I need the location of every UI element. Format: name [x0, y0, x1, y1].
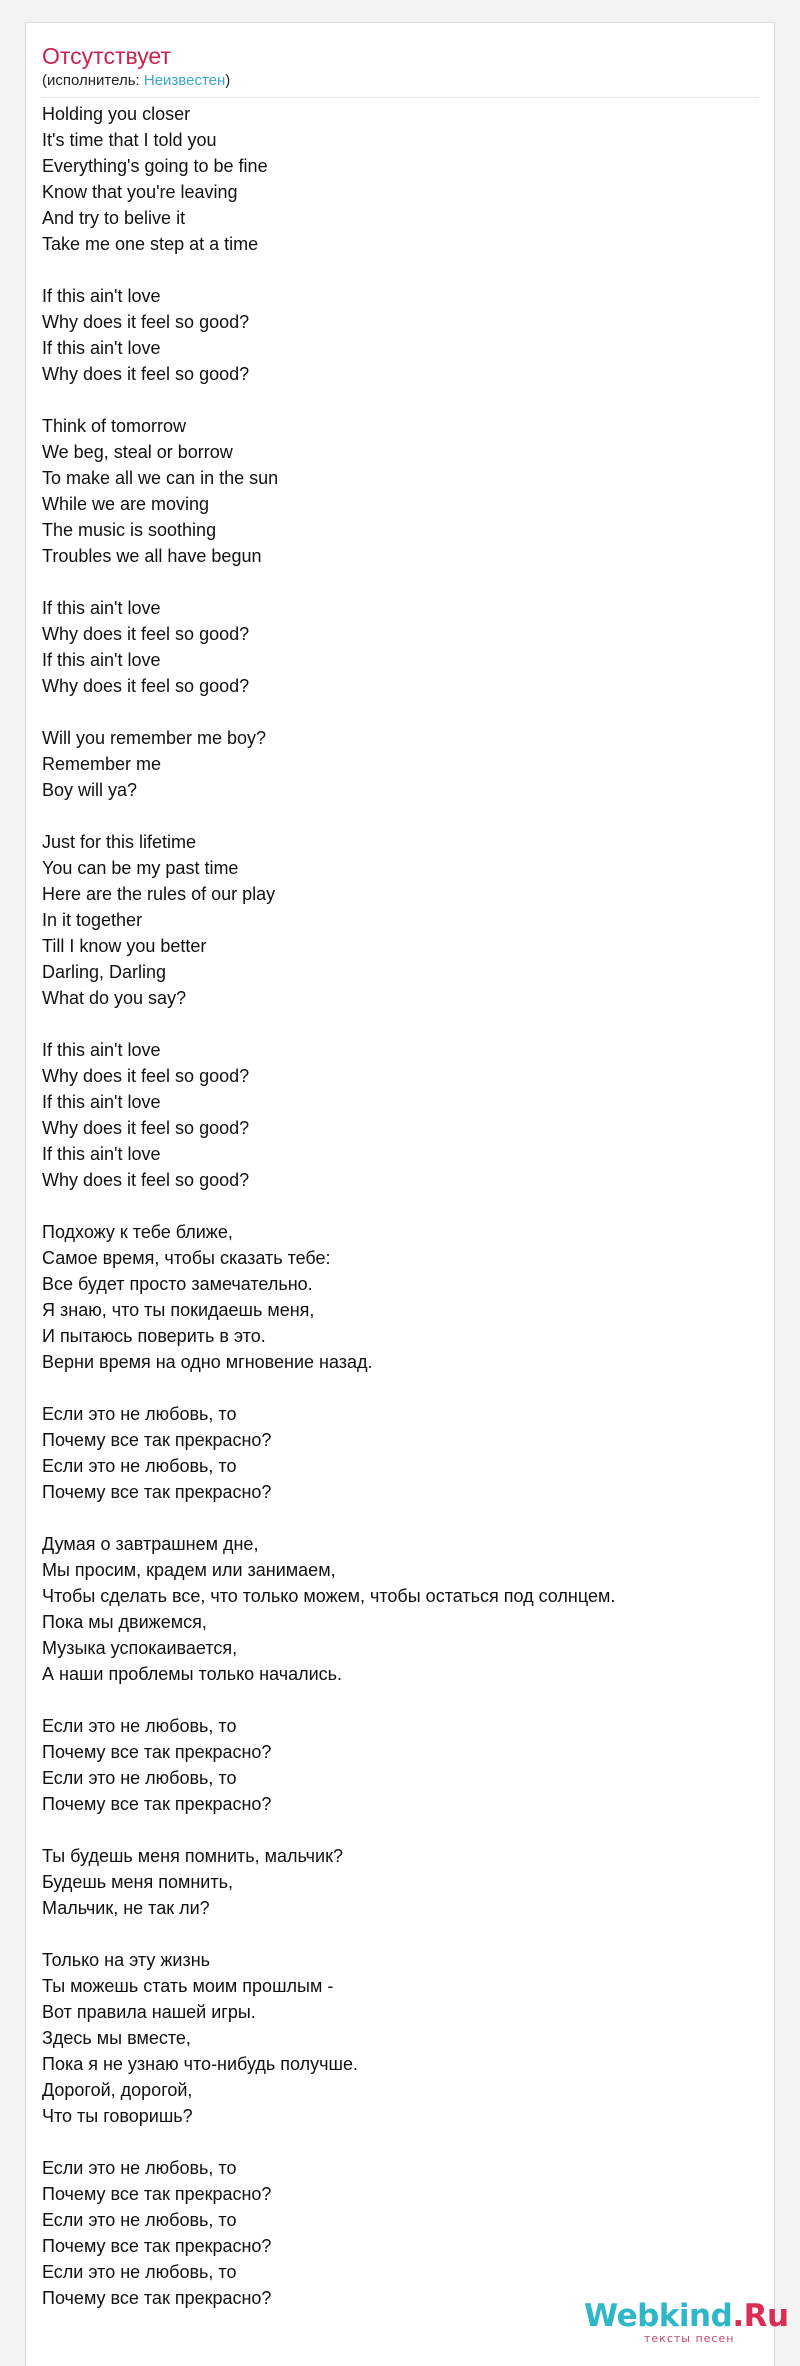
artist-link[interactable]: Неизвестен: [143, 72, 226, 89]
lyric-line: Why does it feel so good?: [42, 624, 250, 644]
lyric-line: Why does it feel so good?: [42, 364, 250, 384]
lyrics-stanza: [42, 413, 757, 569]
lyrics-stanza: [42, 595, 757, 699]
lyric-line: Только на эту жизнь: [42, 1950, 211, 1970]
lyric-line: Если это не любовь, то: [42, 1716, 237, 1736]
lyric-line: If this ain't love: [42, 650, 161, 670]
lyric-line: Darling, Darling: [42, 962, 167, 982]
lyric-line: Если это не любовь, то: [42, 1456, 237, 1476]
lyrics-text: [42, 101, 757, 2337]
logo-main-text: Webkind: [584, 2298, 733, 2334]
lyric-line: Музыка успокаивается,: [42, 1638, 238, 1658]
lyric-line: Почему все так прекрасно?: [42, 2236, 272, 2256]
lyric-line: Думая о завтрашнем дне,: [42, 1534, 259, 1554]
lyric-line: Если это не любовь, то: [42, 2262, 237, 2282]
artist-suffix: ): [225, 72, 231, 89]
lyric-line: Мы просим, крадем или занимаем,: [42, 1560, 336, 1580]
lyric-line: While we are moving: [42, 494, 210, 514]
lyric-line: It's time that I told you: [42, 130, 217, 150]
lyric-line: Подхожу к тебе ближе,: [42, 1222, 233, 1242]
lyric-line: In it together: [42, 910, 143, 930]
lyric-line: Remember me: [42, 754, 162, 774]
lyrics-stanza: [42, 1947, 757, 2129]
lyric-line: If this ain't love: [42, 1144, 161, 1164]
lyric-line: Будешь меня помнить,: [42, 1872, 233, 1892]
lyrics-stanza: [42, 101, 757, 257]
lyric-line: Почему все так прекрасно?: [42, 2288, 272, 2308]
lyric-line: And try to belive it: [42, 208, 186, 228]
lyric-line: И пытаюсь поверить в это.: [42, 1326, 266, 1346]
lyric-line: Чтобы сделать все, что только можем, чтобы остаться под солнцем.: [42, 1586, 616, 1606]
webkind-logo[interactable]: [584, 2296, 789, 2358]
lyrics-stanza: [42, 829, 757, 1011]
lyric-line: Ты будешь меня помнить, мальчик?: [42, 1846, 343, 1866]
header-divider: [41, 97, 759, 98]
lyric-line: А наши проблемы только начались.: [42, 1664, 343, 1684]
lyrics-stanza: [42, 1219, 757, 1375]
lyric-line: Just for this lifetime: [42, 832, 197, 852]
lyrics-stanza: [42, 2155, 757, 2311]
lyric-line: The music is soothing: [42, 520, 217, 540]
lyric-line: Дорогой, дорогой,: [42, 2080, 193, 2100]
song-title: Отсутствует: [42, 43, 171, 69]
lyric-line: Почему все так прекрасно?: [42, 1482, 272, 1502]
lyric-line: Верни время на одно мгновение назад.: [42, 1352, 373, 1372]
lyric-line: What do you say?: [42, 988, 187, 1008]
lyric-line: If this ain't love: [42, 286, 161, 306]
lyric-line: Here are the rules of our play: [42, 884, 276, 904]
artist-line: [42, 72, 230, 90]
lyric-line: Я знаю, что ты покидаешь меня,: [42, 1300, 315, 1320]
lyric-line: Пока мы движемся,: [42, 1612, 207, 1632]
lyrics-stanza: [42, 1531, 757, 1687]
lyric-line: We beg, steal or borrow: [42, 442, 233, 462]
lyric-line: If this ain't love: [42, 1092, 161, 1112]
logo-tagline: тексты песен: [644, 2332, 735, 2345]
lyric-line: Take me one step at a time: [42, 234, 259, 254]
lyrics-stanza: [42, 725, 757, 803]
lyric-line: Пока я не узнаю что-нибудь получше.: [42, 2054, 358, 2074]
lyric-line: Почему все так прекрасно?: [42, 2184, 272, 2204]
lyric-line: Why does it feel so good?: [42, 1170, 250, 1190]
lyric-line: Know that you're leaving: [42, 182, 238, 202]
lyric-line: Почему все так прекрасно?: [42, 1794, 272, 1814]
lyric-line: Почему все так прекрасно?: [42, 1742, 272, 1762]
lyric-line: Why does it feel so good?: [42, 676, 250, 696]
lyric-line: You can be my past time: [42, 858, 239, 878]
lyric-line: Everything's going to be fine: [42, 156, 268, 176]
lyrics-stanza: [42, 1713, 757, 1817]
lyrics-stanza: [42, 1401, 757, 1505]
lyric-line: Здесь мы вместе,: [42, 2028, 191, 2048]
logo-wordmark: [584, 2296, 789, 2336]
lyric-line: If this ain't love: [42, 1040, 161, 1060]
lyric-line: Why does it feel so good?: [42, 1118, 250, 1138]
lyric-line: Если это не любовь, то: [42, 1404, 237, 1424]
lyric-line: Все будет просто замечательно.: [42, 1274, 313, 1294]
lyric-line: Think of tomorrow: [42, 416, 187, 436]
lyric-line: Will you remember me boy?: [42, 728, 267, 748]
lyric-line: If this ain't love: [42, 338, 161, 358]
lyrics-card: [25, 22, 775, 2366]
lyric-line: Если это не любовь, то: [42, 2158, 237, 2178]
lyric-line: To make all we can in the sun: [42, 468, 279, 488]
lyrics-stanza: [42, 1037, 757, 1193]
lyric-line: Why does it feel so good?: [42, 1066, 250, 1086]
lyric-line: Till I know you better: [42, 936, 207, 956]
lyric-line: Что ты говоришь?: [42, 2106, 193, 2126]
lyric-line: Boy will ya?: [42, 780, 138, 800]
lyric-line: Если это не любовь, то: [42, 2210, 237, 2230]
lyrics-stanza: [42, 283, 757, 387]
lyric-line: Ты можешь стать моим прошлым -: [42, 1976, 334, 1996]
logo-tld-text: .Ru: [732, 2298, 789, 2334]
lyric-line: Troubles we all have begun: [42, 546, 262, 566]
lyric-line: Почему все так прекрасно?: [42, 1430, 272, 1450]
lyric-line: Самое время, чтобы сказать тебе:: [42, 1248, 331, 1268]
lyric-line: If this ain't love: [42, 598, 161, 618]
lyric-line: Если это не любовь, то: [42, 1768, 237, 1788]
lyric-line: Мальчик, не так ли?: [42, 1898, 210, 1918]
lyric-line: Why does it feel so good?: [42, 312, 250, 332]
artist-prefix: (исполнитель:: [42, 72, 144, 89]
lyric-line: Holding you closer: [42, 104, 191, 124]
lyric-line: Вот правила нашей игры.: [42, 2002, 256, 2022]
lyrics-stanza: [42, 1843, 757, 1921]
